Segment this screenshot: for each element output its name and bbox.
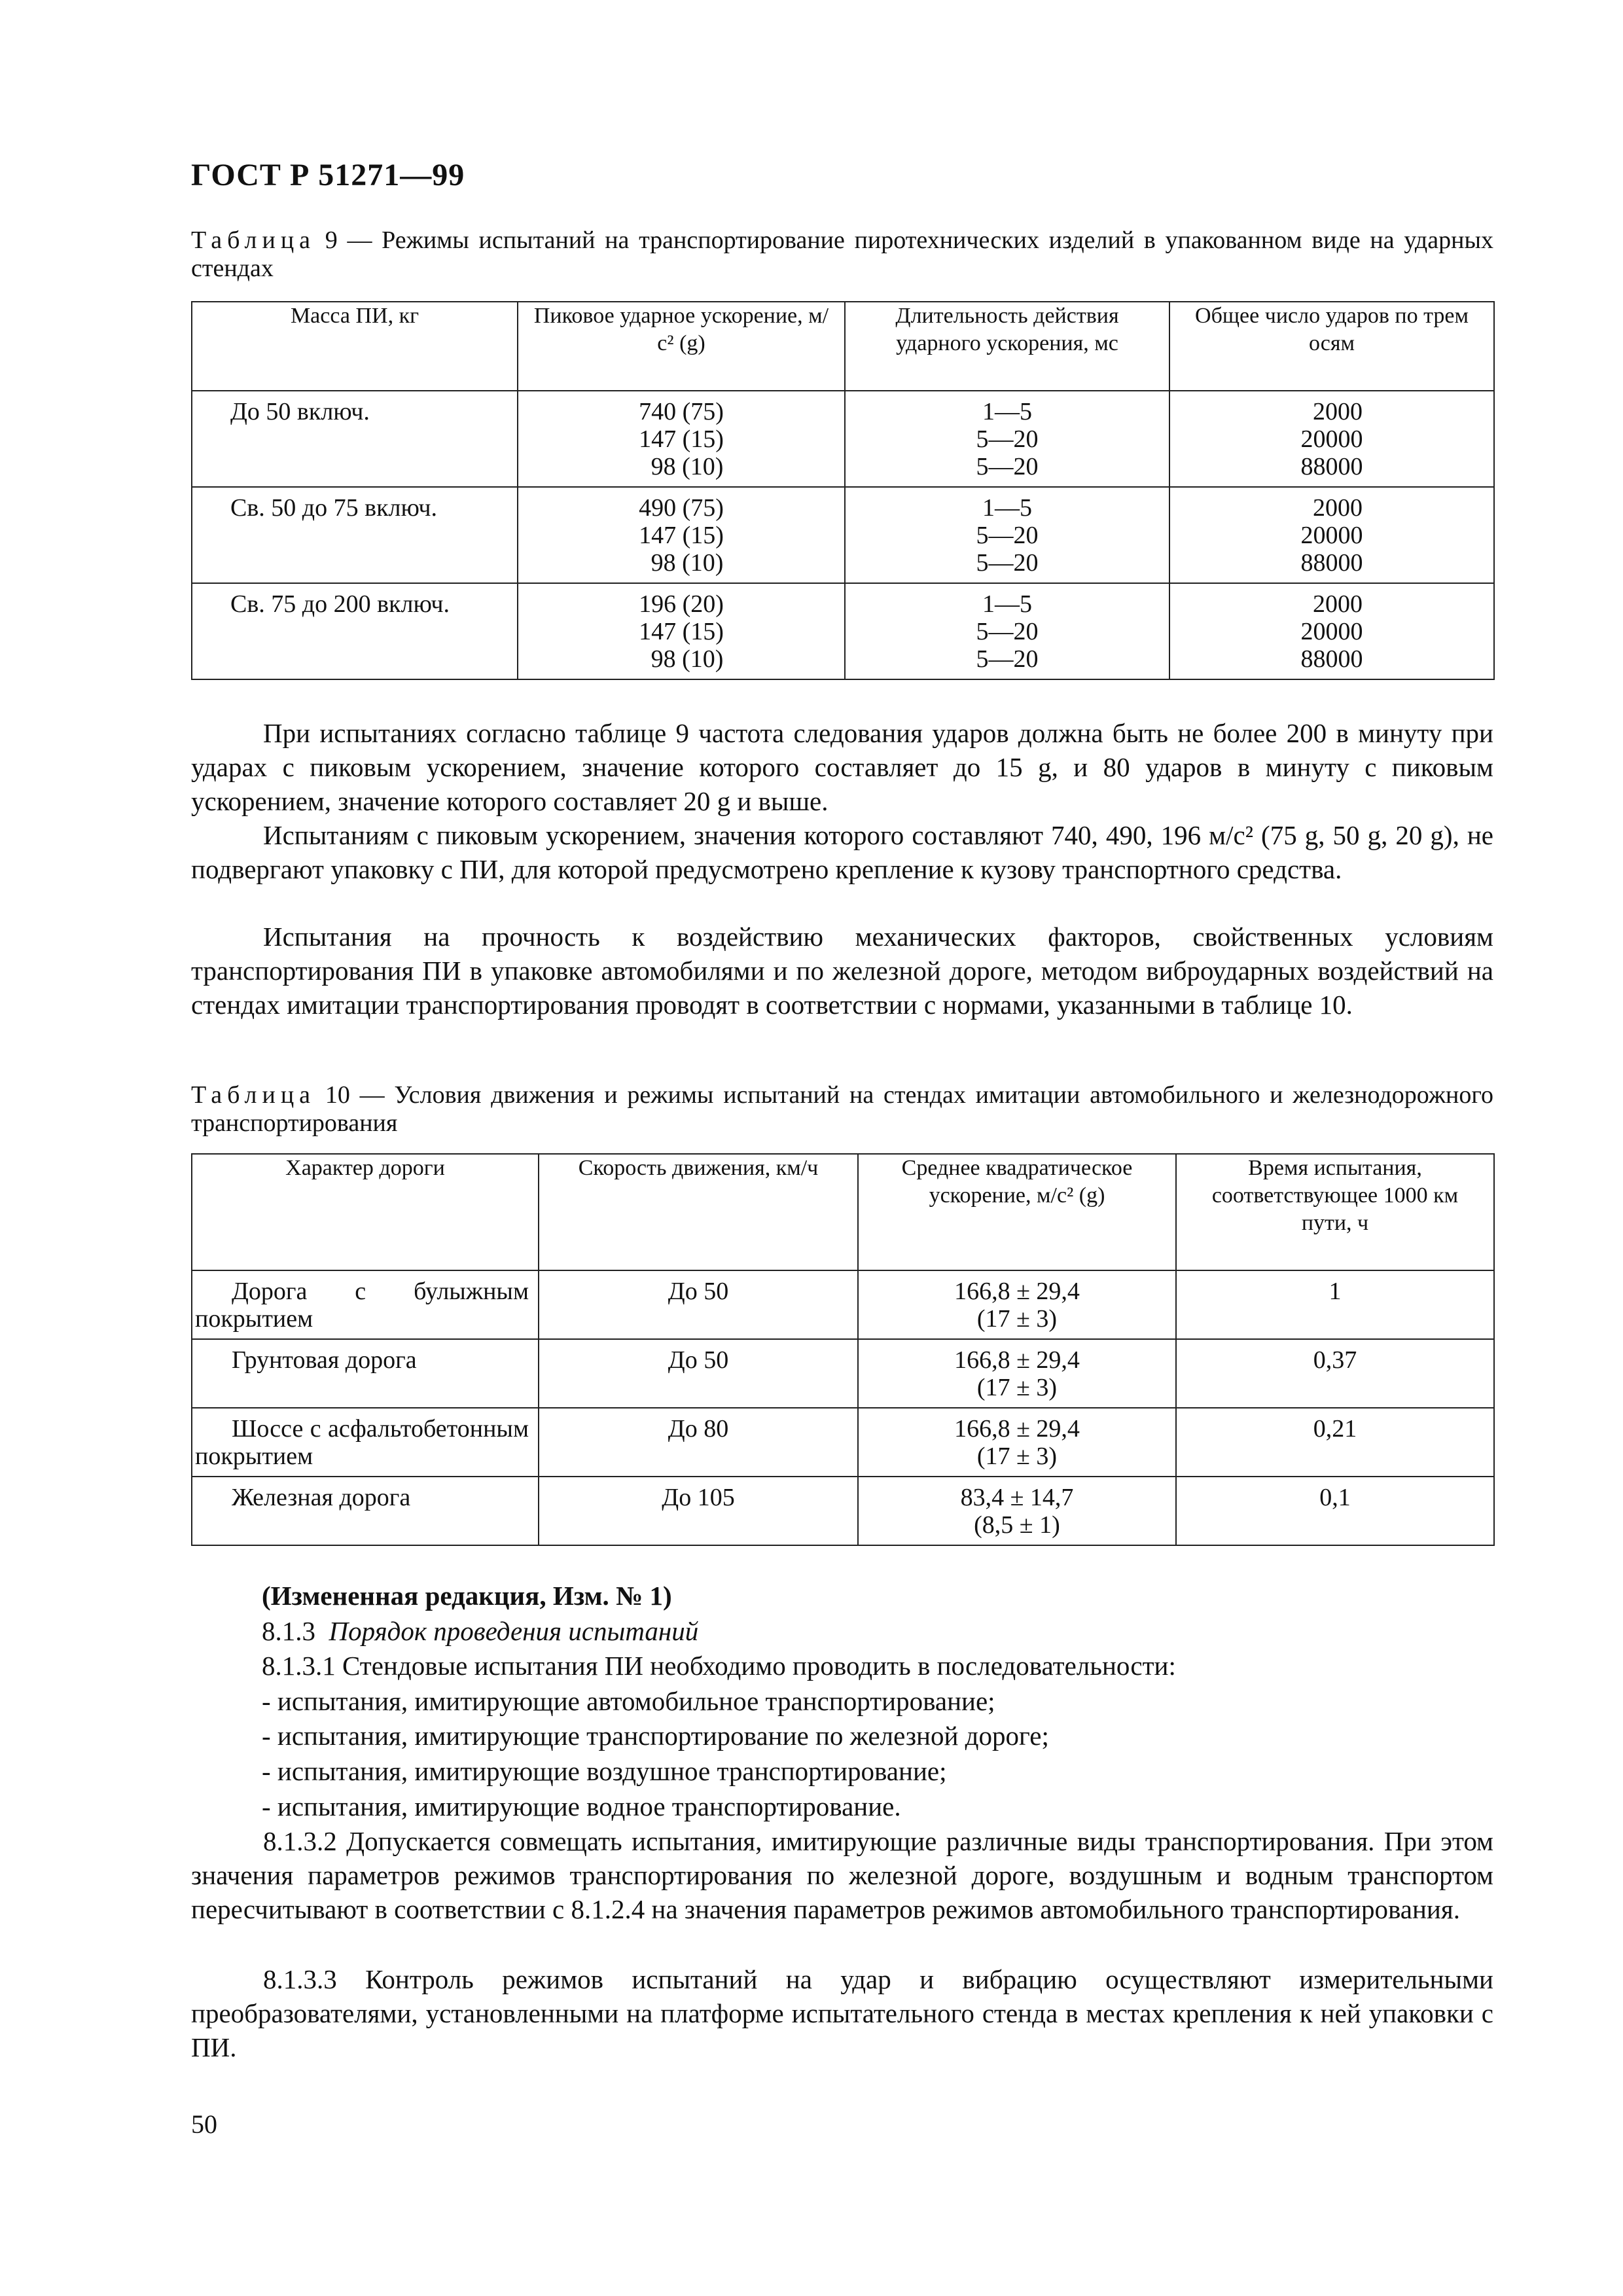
cell-line: 1—5: [982, 398, 1032, 425]
cell-line: 147 (15): [639, 522, 724, 549]
table10-caption-number: 10: [325, 1081, 350, 1109]
clause-8-1-3-1: 8.1.3.1 Стендовые испытания ПИ необходимо проводить в последовательности:: [262, 1651, 1176, 1681]
table9-caption: [191, 226, 1493, 283]
table9-duration-cell: [845, 583, 1169, 679]
cell-line: 166,8 ± 29,4: [954, 1415, 1080, 1443]
table9-duration-cell: [845, 391, 1169, 487]
clause-8-1-3-3: 8.1.3.3 Контроль режимов испытаний на удар и вибрацию осуществляют измерительными преобразователями, установленными на платформе испытательного стенда в местах крепления к ней упаковки с ПИ.: [191, 1964, 1493, 2062]
table10-row: [192, 1339, 1494, 1408]
cell-line: 20000: [1300, 522, 1363, 549]
table9-mass-cell: До 50 включ.: [192, 391, 518, 487]
cell-line: 166,8 ± 29,4: [954, 1278, 1080, 1305]
table10-speed-cell: До 50: [539, 1270, 858, 1339]
cell-line: 147 (15): [639, 425, 724, 453]
cell-line: 5—20: [976, 453, 1039, 480]
table10-time-cell: 0,21: [1176, 1408, 1494, 1477]
cell-line: 5—20: [976, 645, 1039, 673]
document-header: ГОСТ Р 51271—99: [191, 158, 465, 192]
table10-accel-cell: [858, 1270, 1176, 1339]
table10-accel-cell: [858, 1477, 1176, 1545]
table9-count-cell: [1169, 583, 1494, 679]
table9-header-row: [192, 302, 1494, 391]
paragraph-strength-tests: Испытания на прочность к воздействию механических факторов, свойственных условиям транспортирования ПИ в упаковке автомобилями и по железной дороге, методом виброударных воздействий на стендах имитации транспортирования проводят в соответствии с нормами, указанными в таблице 10.: [191, 922, 1493, 1020]
table9-row: [192, 487, 1494, 583]
section-title: Порядок проведения испытаний: [329, 1616, 699, 1646]
table9-count-cell: [1169, 487, 1494, 583]
cell-line: 5—20: [976, 522, 1039, 549]
cell-line: 5—20: [976, 549, 1039, 577]
table10-speed-cell: До 50: [539, 1339, 858, 1408]
table10-road-cell: Железная дорога: [192, 1477, 539, 1545]
table10-row: [192, 1408, 1494, 1477]
list-item: - испытания, имитирующие водное транспортирование.: [262, 1791, 901, 1821]
cell-line: 2000: [1313, 590, 1363, 618]
table9-row: [192, 583, 1494, 679]
cell-line: (17 ± 3): [976, 1443, 1058, 1470]
cell-line: 196 (20): [639, 590, 724, 618]
table9-caption-word: Таблица: [191, 226, 316, 254]
table10-row: [192, 1270, 1494, 1339]
table9-accel-cell: [518, 583, 845, 679]
table10-time-cell: 0,1: [1176, 1477, 1494, 1545]
cell-line: 5—20: [976, 425, 1039, 453]
cell-line: 88000: [1300, 645, 1363, 673]
table10-caption-word: Таблица: [191, 1081, 316, 1109]
list-item: - испытания, имитирующие воздушное транспортирование;: [262, 1756, 947, 1786]
cell-line: 490 (75): [639, 494, 724, 522]
section-number: 8.1.3: [262, 1616, 315, 1646]
table9-col-accel: Пиковое ударное ускорение, м/с² (g): [518, 302, 845, 391]
table10-road-cell: Грунтовая дорога: [192, 1339, 539, 1408]
cell-line: 83,4 ± 14,7: [960, 1484, 1074, 1511]
cell-line: 740 (75): [639, 398, 724, 425]
cell-line: 20000: [1300, 425, 1363, 453]
amendment-note: (Измененная редакция, Изм. № 1): [262, 1581, 672, 1611]
cell-line: 1—5: [982, 590, 1032, 618]
table10-col-speed: Скорость движения, км/ч: [539, 1154, 858, 1270]
table10-header-row: [192, 1154, 1494, 1270]
table10-caption: [191, 1081, 1493, 1138]
cell-line: 98 (10): [651, 453, 724, 480]
table10-col-time: Время испытания, соответствующее 1000 км пути, ч: [1176, 1154, 1494, 1270]
section-8-1-3-heading: [262, 1614, 698, 1648]
table10-col-accel: Среднее квадратическое ускорение, м/с² (g): [858, 1154, 1176, 1270]
table10-speed-cell: До 105: [539, 1477, 858, 1545]
list-item: - испытания, имитирующие автомобильное транспортирование;: [262, 1686, 995, 1716]
table10-time-cell: 1: [1176, 1270, 1494, 1339]
paragraph-shock-frequency: При испытаниях согласно таблице 9 частота следования ударов должна быть не более 200 в минуту при ударах с пиковым ускорением, значение которого составляет до 15 g, и 80 ударов в минуту с пиковым ускорением, значение которого составляет 20 g и выше.: [191, 718, 1493, 816]
table10-caption-text: — Условия движения и режимы испытаний на стендах имитации автомобильного и железнодорожного транспортирования: [191, 1081, 1494, 1137]
cell-line: (8,5 ± 1): [974, 1511, 1060, 1539]
table9-duration-cell: [845, 487, 1169, 583]
table10-road-cell: Шоссе с асфальтобетонным покрытием: [192, 1408, 539, 1477]
table9-caption-text: — Режимы испытаний на транспортирование пиротехнических изделий в упакованном виде на ударных стендах: [191, 226, 1493, 282]
cell-line: 88000: [1300, 453, 1363, 480]
table9-accel-cell: [518, 391, 845, 487]
table9-col-mass: Масса ПИ, кг: [192, 302, 518, 391]
table9-count-cell: [1169, 391, 1494, 487]
table10-accel-cell: [858, 1408, 1176, 1477]
cell-line: 5—20: [976, 618, 1039, 645]
cell-line: 98 (10): [651, 549, 724, 577]
cell-line: (17 ± 3): [976, 1305, 1058, 1333]
table9-accel-cell: [518, 487, 845, 583]
page-number: 50: [191, 2109, 217, 2139]
table10-speed-cell: До 80: [539, 1408, 858, 1477]
table10-accel-cell: [858, 1339, 1176, 1408]
table9-mass-cell: Св. 75 до 200 включ.: [192, 583, 518, 679]
cell-line: 147 (15): [639, 618, 724, 645]
cell-line: (17 ± 3): [976, 1374, 1058, 1401]
table10-row: [192, 1477, 1494, 1545]
table10-road-cell: Дорога с булыжным покрытием: [192, 1270, 539, 1339]
table10: [191, 1153, 1495, 1546]
clause-8-1-3-2: 8.1.3.2 Допускается совмещать испытания, имитирующие различные виды транспортирования. При этом значения параметров режимов транспортирования по железной дороге, воздушным и водным транспортом пересчитывают в соответствии с 8.1.2.4 на значения параметров режимов автомобильного транспортирования.: [191, 1826, 1493, 1924]
table9: [191, 301, 1495, 680]
paragraph-peak-acceleration: Испытаниям с пиковым ускорением, значения которого составляют 740, 490, 196 м/с² (75 g, 50 g, 20 g), не подвергают упаковку с ПИ, для которой предусмотрено крепление к кузову транспортного средства.: [191, 820, 1493, 884]
table9-col-duration: Длительность действия ударного ускорения, мс: [845, 302, 1169, 391]
table9-mass-cell: Св. 50 до 75 включ.: [192, 487, 518, 583]
cell-line: 1—5: [982, 494, 1032, 522]
table9-col-count: Общее число ударов по трем осям: [1169, 302, 1494, 391]
cell-line: 98 (10): [651, 645, 724, 673]
table10-time-cell: 0,37: [1176, 1339, 1494, 1408]
table9-row: [192, 391, 1494, 487]
cell-line: 2000: [1313, 398, 1363, 425]
cell-line: 2000: [1313, 494, 1363, 522]
table10-col-road: Характер дороги: [192, 1154, 539, 1270]
cell-line: 166,8 ± 29,4: [954, 1346, 1080, 1374]
list-item: - испытания, имитирующие транспортирование по железной дороге;: [262, 1721, 1049, 1751]
table9-caption-number: 9: [325, 226, 338, 254]
cell-line: 88000: [1300, 549, 1363, 577]
cell-line: 20000: [1300, 618, 1363, 645]
